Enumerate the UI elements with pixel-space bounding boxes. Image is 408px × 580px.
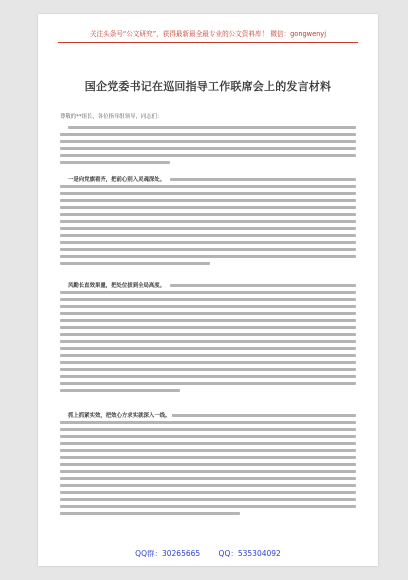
paragraph-intro <box>60 126 356 172</box>
footer-qq: QQ：535304092 <box>218 549 281 558</box>
paragraph-section-2 <box>60 284 356 400</box>
paragraph-section-1 <box>60 178 356 270</box>
footer-qq-group: QQ群：30265665 <box>135 549 201 558</box>
paragraph-heading: 风勤长直效果量，把处位拔到全局高度。 <box>68 283 166 289</box>
paragraph-section-3 <box>60 414 356 526</box>
salutation: 尊敬的**组长，各位指导组领导，同志们： <box>60 114 163 120</box>
document-page <box>38 14 378 566</box>
paragraph-heading: 一是向党旗看齐，把前心别入灵魂深处。 <box>68 177 166 183</box>
document-title: 国企党委书记在巡回指导工作联席会上的发言材料 <box>84 80 332 93</box>
paragraph-heading: 抓上抓紧实效，把效心方求实就深入一线。 <box>68 413 171 419</box>
header-banner: 关注头条号“公文研究”，获得最新最全最专业的公文资料库！ 微信：gongwenyj <box>58 28 358 43</box>
footer-contact <box>58 548 358 559</box>
